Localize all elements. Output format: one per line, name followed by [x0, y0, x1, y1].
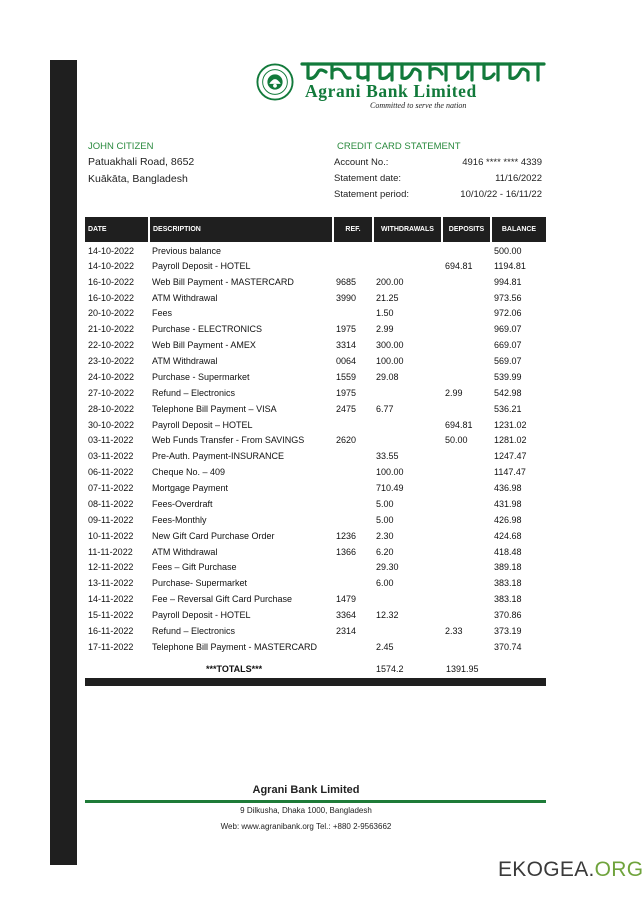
- cell-description: ATM Withdrawal: [152, 356, 218, 367]
- bank-name-english: Agrani Bank Limited: [305, 81, 477, 101]
- cell-balance: 1247.47: [494, 451, 527, 462]
- cell-ref: [333, 242, 373, 258]
- table-row: [85, 528, 546, 544]
- table-row: [85, 353, 546, 369]
- cell-balance: 569.07: [494, 356, 522, 367]
- cell-withdrawals: 1.50: [376, 308, 394, 319]
- cell-date: 08-11-2022: [88, 498, 134, 509]
- cell-date: 22-10-2022: [88, 340, 135, 351]
- cell-deposits: [442, 401, 491, 417]
- cell-withdrawals: 2.30: [376, 530, 394, 541]
- cell-withdrawals: 29.30: [376, 562, 399, 573]
- column-header-description: DESCRIPTION: [149, 217, 333, 242]
- cell-deposits: 694.81: [445, 419, 473, 430]
- cell-date: 12-11-2022: [88, 562, 134, 573]
- cell-deposits: [442, 306, 491, 322]
- statement-title: CREDIT CARD STATEMENT: [337, 141, 461, 152]
- cell-ref: 0064: [336, 356, 357, 367]
- cell-balance: 1231.02: [494, 419, 527, 430]
- totals-bar: [85, 678, 546, 686]
- cell-ref: 2475: [336, 403, 357, 414]
- cell-withdrawals: 29.08: [376, 371, 399, 382]
- cell-ref: 1559: [336, 371, 357, 382]
- cell-date: 06-11-2022: [88, 467, 134, 478]
- cell-balance: 973.56: [494, 292, 522, 303]
- cell-description: Fee – Reversal Gift Card Purchase: [152, 594, 293, 605]
- cell-ref: [333, 448, 373, 464]
- table-row: [85, 321, 546, 337]
- cell-withdrawals: [373, 258, 442, 274]
- cell-withdrawals: 6.77: [376, 403, 394, 414]
- cell-withdrawals: 6.20: [376, 546, 394, 557]
- cell-description: Refund – Electronics: [152, 387, 236, 398]
- cell-description: Web Funds Transfer - From SAVINGS: [152, 435, 305, 446]
- table-row: [85, 274, 546, 290]
- cell-deposits: [442, 274, 491, 290]
- cell-withdrawals: [373, 623, 442, 639]
- account-number-label: Account No.:: [334, 157, 389, 168]
- cell-date: 14-11-2022: [88, 594, 134, 605]
- table-row: [85, 464, 546, 480]
- bengali-bank-name: [300, 60, 548, 82]
- cell-deposits: 50.00: [445, 435, 468, 446]
- cell-withdrawals: 2.45: [376, 641, 394, 652]
- cell-withdrawals: 33.55: [376, 451, 399, 462]
- column-header-deposits: DEPOSITS: [442, 217, 491, 242]
- bank-logo: [256, 60, 548, 110]
- cell-deposits: [442, 321, 491, 337]
- cell-deposits: [442, 560, 491, 576]
- cell-deposits: [442, 290, 491, 306]
- cell-description: Fees: [152, 308, 173, 319]
- cell-withdrawals: [373, 385, 442, 401]
- table-row: [85, 369, 546, 385]
- cell-balance: 542.98: [494, 387, 522, 398]
- transactions-table: [85, 217, 546, 655]
- table-header-row: [85, 217, 546, 242]
- cell-description: Previous balance: [152, 245, 222, 256]
- cell-ref: [333, 512, 373, 528]
- cell-ref: 3364: [336, 610, 357, 621]
- cell-description: Mortgage Payment: [152, 483, 229, 494]
- cell-withdrawals: 2.99: [376, 324, 394, 335]
- table-row: [85, 258, 546, 274]
- cell-deposits: [442, 353, 491, 369]
- cell-deposits: [442, 448, 491, 464]
- cell-date: 27-10-2022: [88, 387, 135, 398]
- cell-date: 28-10-2022: [88, 403, 135, 414]
- cell-withdrawals: 21.25: [376, 292, 399, 303]
- table-row: [85, 544, 546, 560]
- cell-withdrawals: 300.00: [376, 340, 404, 351]
- watermark-part2: ORG: [594, 858, 643, 881]
- statement-date-label: Statement date:: [334, 173, 402, 184]
- cell-deposits: [442, 464, 491, 480]
- cell-deposits: [442, 575, 491, 591]
- cell-withdrawals: 5.00: [376, 514, 394, 525]
- cell-ref: 2620: [336, 435, 357, 446]
- cell-ref: [333, 464, 373, 480]
- cell-date: 13-11-2022: [88, 578, 134, 589]
- cell-balance: 370.86: [494, 610, 522, 621]
- cell-deposits: [442, 528, 491, 544]
- table-row: [85, 607, 546, 623]
- table-row: [85, 480, 546, 496]
- table-row: [85, 385, 546, 401]
- cell-balance: 436.98: [494, 483, 522, 494]
- cell-deposits: [442, 591, 491, 607]
- cell-balance: 539.99: [494, 371, 522, 382]
- cell-ref: [333, 417, 373, 433]
- cell-ref: 2314: [336, 625, 357, 636]
- cell-balance: 424.68: [494, 530, 522, 541]
- totals-withdrawals: 1574.2: [376, 664, 404, 674]
- table-row: [85, 639, 546, 655]
- cell-description: Telephone Bill Payment – VISA: [152, 403, 277, 414]
- cell-date: 09-11-2022: [88, 514, 134, 525]
- cell-deposits: 694.81: [445, 260, 473, 271]
- cell-description: Purchase - ELECTRONICS: [152, 324, 263, 335]
- cell-withdrawals: 100.00: [376, 467, 404, 478]
- cell-ref: 1236: [336, 530, 357, 541]
- footer-address: 9 Dilkusha, Dhaka 1000, Bangladesh: [240, 806, 372, 815]
- customer-name: JOHN CITIZEN: [88, 141, 154, 152]
- cell-deposits: [442, 337, 491, 353]
- table-row: [85, 433, 546, 449]
- cell-date: 15-11-2022: [88, 610, 134, 621]
- totals-deposits: 1391.95: [446, 664, 479, 674]
- cell-withdrawals: 6.00: [376, 578, 394, 589]
- cell-withdrawals: [373, 591, 442, 607]
- cell-description: Purchase- Supermarket: [152, 578, 248, 589]
- cell-description: Web Bill Payment - AMEX: [152, 340, 256, 351]
- cell-deposits: [442, 512, 491, 528]
- cell-deposits: [442, 496, 491, 512]
- footer-divider: [85, 800, 546, 803]
- cell-balance: 426.98: [494, 514, 522, 525]
- cell-ref: 3990: [336, 292, 357, 303]
- bank-tagline: Committed to serve the nation: [370, 101, 467, 110]
- customer-address-line2: Kuākāta, Bangladesh: [88, 173, 188, 185]
- cell-deposits: [442, 242, 491, 258]
- cell-date: 16-10-2022: [88, 276, 135, 287]
- cell-date: 21-10-2022: [88, 324, 135, 335]
- cell-balance: 389.18: [494, 562, 522, 573]
- cell-date: 07-11-2022: [88, 483, 134, 494]
- cell-deposits: [442, 369, 491, 385]
- cell-date: 23-10-2022: [88, 356, 135, 367]
- cell-date: 24-10-2022: [88, 371, 135, 382]
- bank-seal-icon: [256, 63, 294, 101]
- cell-date: 03-11-2022: [88, 435, 134, 446]
- cell-description: Payroll Deposit - HOTEL: [152, 260, 251, 271]
- cell-ref: [333, 306, 373, 322]
- cell-description: Cheque No. – 409: [152, 467, 226, 478]
- cell-withdrawals: 100.00: [376, 356, 404, 367]
- cell-date: 10-11-2022: [88, 530, 134, 541]
- cell-withdrawals: [373, 417, 442, 433]
- cell-date: 14-10-2022: [88, 245, 135, 256]
- table-row: [85, 496, 546, 512]
- cell-balance: 418.48: [494, 546, 522, 557]
- cell-date: 20-10-2022: [88, 308, 135, 319]
- table-row: [85, 591, 546, 607]
- cell-description: Fees-Monthly: [152, 514, 207, 525]
- cell-description: Telephone Bill Payment - MASTERCARD: [152, 641, 318, 652]
- table-row: [85, 337, 546, 353]
- cell-balance: 383.18: [494, 578, 522, 589]
- cell-withdrawals: 710.49: [376, 483, 404, 494]
- cell-date: 17-11-2022: [88, 641, 134, 652]
- statement-date-value: 11/16/2022: [495, 173, 542, 184]
- cell-description: Pre-Auth. Payment-INSURANCE: [152, 451, 285, 462]
- cell-ref: 1366: [336, 546, 357, 557]
- cell-ref: [333, 639, 373, 655]
- cell-description: Web Bill Payment - MASTERCARD: [152, 276, 294, 287]
- cell-ref: [333, 480, 373, 496]
- table-row: [85, 512, 546, 528]
- cell-ref: [333, 560, 373, 576]
- cell-ref: 9685: [336, 276, 357, 287]
- cell-ref: [333, 258, 373, 274]
- cell-description: ATM Withdrawal: [152, 292, 218, 303]
- statement-period-value: 10/10/22 - 16/11/22: [460, 189, 542, 200]
- column-header-withdrawals: WITHDRAWALS: [373, 217, 442, 242]
- cell-description: Fees – Gift Purchase: [152, 562, 237, 573]
- cell-description: Fees-Overdraft: [152, 498, 213, 509]
- table-row: [85, 448, 546, 464]
- cell-withdrawals: 12.32: [376, 610, 399, 621]
- table-row: [85, 560, 546, 576]
- cell-description: New Gift Card Purchase Order: [152, 530, 275, 541]
- cell-balance: 370.74: [494, 641, 522, 652]
- cell-deposits: 2.33: [445, 625, 463, 636]
- cell-balance: 1281.02: [494, 435, 527, 446]
- cell-description: ATM Withdrawal: [152, 546, 218, 557]
- table-row: [85, 290, 546, 306]
- cell-balance: 972.06: [494, 308, 522, 319]
- table-row: [85, 306, 546, 322]
- column-header-ref: REF.: [333, 217, 373, 242]
- column-header-balance: BALANCE: [491, 217, 546, 242]
- cell-balance: 669.07: [494, 340, 522, 351]
- cell-ref: 1975: [336, 324, 357, 335]
- cell-deposits: [442, 480, 491, 496]
- cell-deposits: [442, 607, 491, 623]
- cell-withdrawals: [373, 242, 442, 258]
- watermark-part1: EKOGEA.: [498, 858, 595, 881]
- table-row: [85, 575, 546, 591]
- cell-description: Refund – Electronics: [152, 625, 236, 636]
- left-decorative-bar: [50, 60, 77, 865]
- cell-withdrawals: [373, 433, 442, 449]
- cell-ref: [333, 575, 373, 591]
- customer-address-line1: Patuakhali Road, 8652: [88, 156, 195, 168]
- cell-balance: 373.19: [494, 625, 522, 636]
- watermark: [498, 858, 643, 882]
- statement-period-label: Statement period:: [334, 189, 409, 200]
- cell-balance: 431.98: [494, 498, 522, 509]
- cell-withdrawals: 200.00: [376, 276, 404, 287]
- cell-date: 30-10-2022: [88, 419, 135, 430]
- cell-description: Payroll Deposit - HOTEL: [152, 610, 251, 621]
- cell-balance: 383.18: [494, 594, 522, 605]
- table-row: [85, 417, 546, 433]
- totals-label: ***TOTALS***: [206, 664, 263, 674]
- footer-bank-name: Agrani Bank Limited: [252, 784, 360, 796]
- account-number-value: 4916 **** **** 4339: [462, 157, 542, 168]
- column-header-date: DATE: [85, 217, 149, 242]
- cell-withdrawals: 5.00: [376, 498, 394, 509]
- cell-date: 14-10-2022: [88, 260, 135, 271]
- cell-description: Payroll Deposit – HOTEL: [152, 419, 253, 430]
- cell-deposits: [442, 639, 491, 655]
- table-row: [85, 401, 546, 417]
- cell-date: 16-10-2022: [88, 292, 135, 303]
- table-row: [85, 623, 546, 639]
- cell-balance: 500.00: [494, 245, 522, 256]
- cell-balance: 536.21: [494, 403, 522, 414]
- cell-date: 16-11-2022: [88, 625, 134, 636]
- cell-balance: 969.07: [494, 324, 522, 335]
- cell-balance: 1147.47: [494, 467, 526, 478]
- table-row: [85, 242, 546, 258]
- cell-description: Purchase - Supermarket: [152, 371, 250, 382]
- footer-contact: Web: www.agranibank.org Tel.: +880 2-9563662: [220, 822, 392, 831]
- cell-deposits: 2.99: [445, 387, 463, 398]
- cell-ref: 1975: [336, 387, 357, 398]
- cell-date: 03-11-2022: [88, 451, 134, 462]
- cell-balance: 1194.81: [494, 260, 526, 271]
- cell-deposits: [442, 544, 491, 560]
- cell-ref: [333, 496, 373, 512]
- cell-balance: 994.81: [494, 276, 522, 287]
- cell-date: 11-11-2022: [88, 546, 133, 557]
- cell-ref: 3314: [336, 340, 357, 351]
- cell-ref: 1479: [336, 594, 357, 605]
